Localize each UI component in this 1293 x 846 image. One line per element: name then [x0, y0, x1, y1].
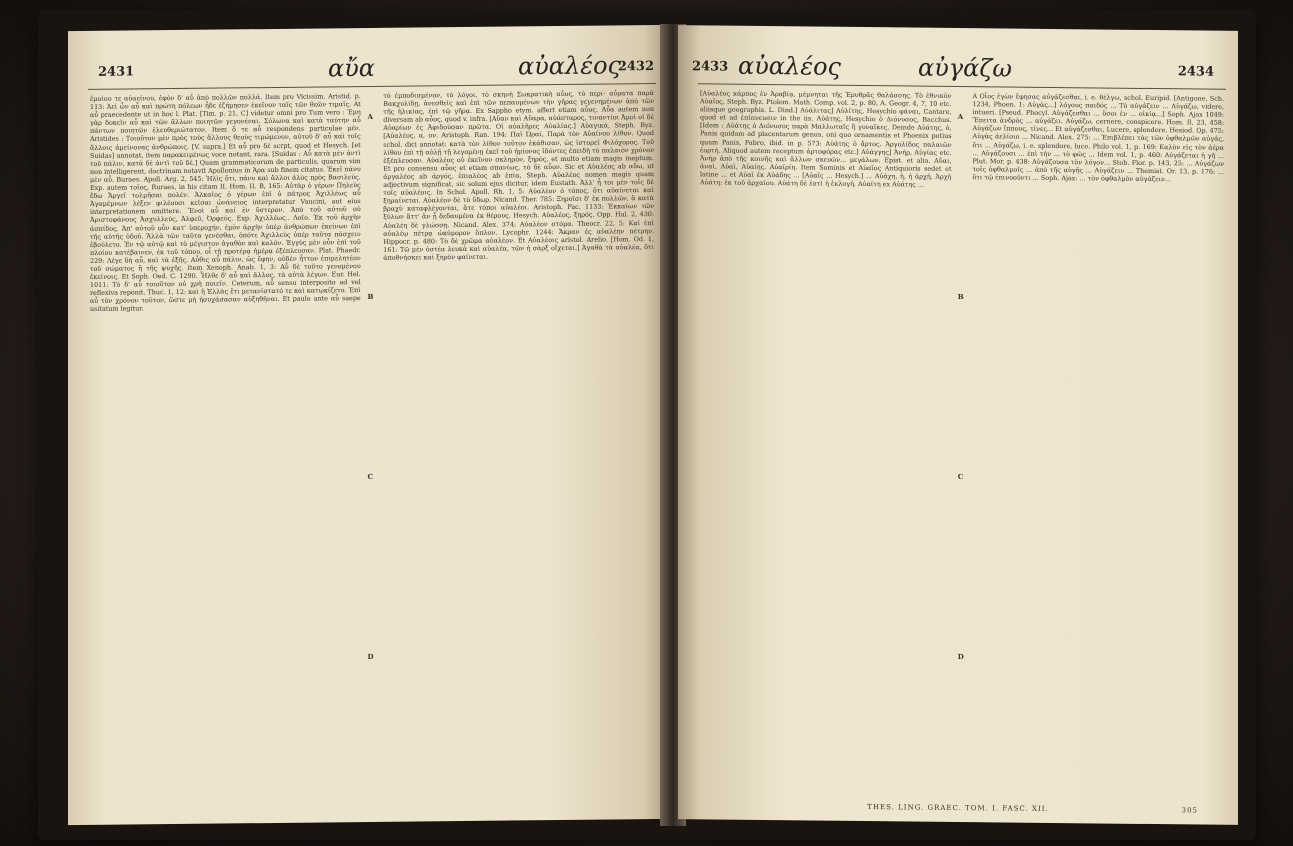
- left-page-header: [68, 51, 668, 87]
- page-footer: [718, 801, 1198, 814]
- right-headword-left: αὐαλέος: [738, 51, 841, 81]
- right-page-number-left: 2433: [692, 59, 729, 75]
- right-column-a: [Αὐαλέος κάρπος ἐν Ἀραβίᾳ, μέμνηται τῆς Ἐρυθρᾶς θαλάσσης. Τὸ ἐθνικὸν Αὐαῖος, Steph. Byz. Ptolem. Math. Comp. vol. 2, p. 80, A. Geogr. 4, 7, 10 etc. aliisque geographis. L. Dind.] Αὐάλιτας] Αὐλίτης, Hesychio φάναι, Cantare, quod et ad ἐπίπνευσιν in the iis. Αὐάτης, Hesychio ὁ Διόνυσος, Bacchus. [Idem : Αὐάτης ὁ Διόνυσος παρὰ Μαλλωταῖς ἢ γυναῖκες. Deinde Αὐάτης, ὁ, Panis quidam ad placentarum genus, oni quo ornamentis et Phoenix potius quam Panis, Fabro, ibid. in p. 573: Αὐάτης ὁ ἄρτος. Ἀργολίδος παλαιῶν ἑορτή. Aliquod autem receptum ἀρτοφόρας etc.] Αὐάγγης] Ἀνήρ, Αὐγίας etc. Ἀνὴρ ἀπὸ τῆς κοινῆς καὶ ἄλλων σκευῶν... μεγάλων. Epist. et alia. Αὔαι, ἀναὶ, Αὐαὶ, Αὐαίης. Αὐαϊρίη. Item Sominis et Αὐαῖος Antiquioris sedet et latine ... et Αὐαὶ ἐκ Αὐάδης ... [Αὐαῖς ... Hesych.] ... Αὐάχη, ἡ, ἡ ἀρχή. Ἀρχὴ Αὐάτη: ἐκ τοῦ ἀρχαίου. Αὐάτη δὲ ἐστὶ ἡ ἐκλογή. Αὐαίτη ex Αὐάτης ...: [700, 89, 952, 189]
- left-page-number: 2431: [98, 64, 135, 80]
- open-book: [38, 10, 1256, 840]
- left-page-columns: [90, 89, 654, 799]
- left-headword-center: αὔα: [328, 53, 376, 83]
- column-mark-c: C: [957, 471, 964, 482]
- footer-imprint: THES. LING. GRAEC. TOM. I. FASC. XII.: [867, 803, 1049, 813]
- left-page-number-right: 2432: [617, 59, 654, 75]
- right-page-header: [678, 51, 1238, 87]
- column-mark-b: B: [957, 291, 964, 302]
- column-mark-c: C: [367, 471, 374, 482]
- right-column-b: A Οἷος ἐγὼν ἔφησας αὐγάζεσθαι, i. e. θέλγω, schol. Euripid. [Antigone, Sch. 1234, Phoen. 1: Αὐγὰς...] λόγους παιδός ... Τὸ αὐγάζειν ... Αὐγάζω, videre, intueri. [Pseud. Phocyl. Αὐγάζεσθαι ... ὅσοι ἐν ... οἰκίᾳ...] Soph. Ajax 1049: Ἔπειτα ἀνδρὸς ... αὐγάζει. Αὐγάζω, cernere, conspicere. Hom. Il. 23, 458: Αὐγάζων ἵππους, τίνες... Et αὐγάζεσθαι, Lucere, splendere. Hesiod. Op. 475: Αὐγὰς ἀελίοιο ... Nicand. Alex. 275: ... Ἐπιβλέπει τὰς τῶν ὀφθαλμῶν αὐγάς, ὅτι ... Αὐγάζω, i. e. splendore, luce. Philo vol. 1, p. 169: Καλὸν εἰς τὸν ἀέρα ... Αὐγάζουσι ... ἐπὶ τὴν ... τὸ φῶς ... Idem vol. 1, p. 460: Αὐγάζεται ἡ γῆ ... Plut. Mor. p. 438: Αὐγάζουσα τὸν λόγον... Stob. Flor. p. 143, 25: ... Αὐγάζων τοῖς ὀφθαλμοῖς ... ἀπὸ τῆς αὐγῆς ... Αὐγάζειν ... Themist. Or. 13, p. 176: ... ὅτι τῷ ἐπινοοῦντι ... Soph. Ajax: ... τὸν ὀφθαλμὸν αὐγάζειν...: [972, 92, 1224, 184]
- left-column-b: τὸ ἐμποδισμένον, τὸ λόγοι, τὸ σκηνὴ Σωκρατικὴ αὖος, τὸ περι- αὖρατα παρὰ Βακχυλίδῃ, ἀνεσθεὶς καὶ ἐπὶ τῶν πεπαυμένων τὴν γῆρας γεγενημένων ἀπὸ τῶν τῆς ἡλικίας, ἐπὶ τῷ γῆρᾳ. Ex Sappho etym. affert etiam αὖος. Αὖα autem non diversam ab αὖος, quod v. infra. [Αὔαν καὶ Αὔαρα, αὐάσταρος, τιναντίοι Ἀμοὶ οἱ δὲ Αὐαρίων ἐς Ἀφιδούσαν πρῶτα. Οἱ αὐαλῆρες Αὐαλίας.] Αὐαγικά, Steph. Byz. [Αὐαλέος, α, ον. Aristoph. Ran. 194: Παῖ Ὠραί, Παρὰ τὸν Αὐαίνου λίθον. Quod schol. dici annotat: κατὰ τὸν λίθον τοῦτον ἐκάθισαν, ὡς ἱστορεῖ Φιλόχορος. Τοῦ λίθου ἐπὶ τῇ αὐλῇ τῇ λεγομένῃ ἐκεῖ τοῦ ἡμίονος ἰδόντες ἐπειδὴ τὸ παλαιὸν χρόνον ἐξέπλευσαν. Αὐαλέος οὐ ἐκεῖνον σκληρὸν, ξηρὸς, et multo etiam magis ineptum. Et pro consensu αὖος et etiam σπανίως, τὸ δὲ αὖον. Sic et Αὐαλέος ab αὔω, ut ἀργαλέος ab ἀργός, ἐπιαλέος ab ἐπία, Steph. Αὐαλέος nomen magis quam adjectivum significat, sic solum ejus dicitur, idem Eustath. Ἀλλ' ἦ τοι μὲν τοῖς δὲ τοῖς αὐαλέοις. In Schol. Apoll. Rh. 1, 5: Αὐαλέον ὁ τόπος, ὅτι αὐαίνεται καὶ ξηραίνεται. Αὐαλέον δὲ τὸ ὕδωρ. Nicand. Ther. 785: Ξηροῖσι δ' ἐκ πολλῶν, ἃ κατὰ βραχὺ καταφλέγονται, ἅτε τόποι αὐαλέοι. Aristoph. Pac. 1133: Ἐκκαίων τῶν ξύλων ἅττ' ἂν ᾖ δεδαυμένα ἐκ θέρους. Hesych. Αὐαλέος, ξηρός. Opp. Hal. 2, 430: Αὐαλέη δὲ γλώσσῃ. Nicand. Alex. 374: Αὐαλέον στόμα. Theocr. 22, 5: Καὶ ἐπὶ αὐαλέῳ πέτρᾳ ὠκύμορον ὅπλον. Lycophr. 1244: Ἄκραν ἐς αὐαλέην πέτρην. Hippocr. p. 480: Τὸ δὲ χρῶμα αὐαλέον. Et Αὐαλέοις aristol. Arelio. [Hom. Od. 1, 161: Τῶ μὲν ὀστέα λευκὰ καὶ αὐαλέα, τῶν ἡ σὰρξ οἴχεται.] Ἀγαθὰ τὰ αὐαλέα, ὅτι ἀποθνήσκει καὶ ξηρὸν φαίνεται.: [383, 89, 654, 262]
- footer-signature: 305: [1181, 806, 1198, 815]
- right-page-columns: [700, 89, 1224, 798]
- column-mark-d: D: [957, 651, 964, 662]
- left-page: [68, 25, 668, 825]
- right-page: [678, 25, 1238, 825]
- column-mark-b: B: [367, 291, 374, 302]
- right-page-number: 2434: [1177, 64, 1214, 80]
- column-mark-d: D: [367, 651, 374, 662]
- left-column-a: ἐμοίου τε αὐαείνου, ἐφὸν δ' αὖ ἀπὸ πολλῶν πολλά. Item pro Vicissim. Aristid. p. 113: Ἀεὶ ὧν αὖ καὶ πρώτη πόλεων ἦδε ἐζήμησεν ἐκεῖνον ταῖς τῶν θεῶν τιμαῖς. At αὖ praecedente ut in hoc l. Plat. [Tim. p. 21, C] videtur omni pro Tum vero : Ἐμη γὰρ δοκεῖν αὖ καὶ τῶν ἄλλων ποιητῶν γεγονέναι. Σόλωνα καὶ κατὰ ταύτην αὖ πάντων ποιητῶν ἐλευθεριώτατον. Item ὅ τε αὖ respondens particulae μέν. Aristides : Τοιοῦτον μὲν πρὸς τοὺς ἄλλους θεοὺς τιμώμενον, αὐτοῦ δ' αὖ καὶ τοῖς ἄλλοις ἀμείνονας ἀνθρώποις. [V. supra.] Et αὖ pro δέ scrpt, quod et Hesych. [et Suidas] annotat, item παρακειμένως voce notant, rara. [Suidas : Αὖ κατὰ μὲν ἀντὶ τοῦ πάλιν, κατὰ δὲ ἀντὶ τοῦ δέ.] Quam grammaticorum de particulis, quarum vim non intelligerent, doctrinam notavit Apollonius in Ἀρα sub finem citatus. Ἐκεῖ πάνυ μὲν αὖ. Buraes. Apoll. Arg. 2, 545: Ἠλὶς ὅτι, πάνυ καὶ ἄλλοι ἀλὸς πρὸς Βασιλεύς. Exp. autem τοῖος, Ruraes, in his citam II. Hom. II. B, 165: Αὐτὰρ ὁ γέρων Πηλεὺς ἔδω Ἄργεῖ τολμῆσαι πολέν. Ἀλκαῖος ὁ γέρων ἐπὶ ὁ πάτρος Ἀχιλλέως αὖ Ἀγαμέμνων λέξεν φιλέουσι κεῖσαι ὠνάνειος interpretatur Vaucini, aut eius interpretationem omittere. Ἔνοὶ αὖ καί ἐν ὕστερον. Ἀπὸ τοῦ αὐτοῦ οὐ Ἀριστοφάνους Ἀσχυλλεύς, Ἀλφεῦ, Ὀρφεύς. Exp. Ἀχιλλέως.. Λοῖο. Ἐκ τοῦ ἀρχὴν ἀσπίδος. Ἀπ' αὐτοῦ οὖν κατ' ὑπεροχήν, ἐμὸν ἀρχὴν ὑπὲρ ἀνθρώπων ἐκείνων ἐπὶ τῆς αὐτῆς ὁδοῦ. Ἄλλὰ τῶν ταῦτα γενέσθαι, ὁπότε Ἀχιλλεὺς ὑπὲρ ταῦτα πάσχειν ἐβούλετο. Ἐν τῷ αὐτῷ καὶ τὸ μέγιστον ἀγαθὸν καὶ καλόν. Ἐγγὺς μὲν οὖν ἐπὶ τοῦ πλοίου κατέβαινεν, ἐκ τοῦ τόπου, οἷ τῇ προτέρᾳ ἡμέρᾳ ἐξέπλευσαν. Plat. Phaedr. 229: Λέγε δὴ αὖ, καὶ τὰ ἑξῆς. Αὖθις αὖ πάλιν, ὡς ἔφην, οὐδὲν ἧττον ἐπιμελητέον τοῦ σώματος ἢ τῆς ψυχῆς. Item Xenoph. Anab. 1, 3: Αὖ δὲ τοῦτο γενομένου ἐκείνοις. Et Soph. Oed. C. 1290. Ἦλθε δ' αὖ καὶ ἄλλος, τὰ αὐτὰ λέγων. Eur. Hel. 1011: Τὸ δ' αὖ τοιοῦτον οὐ χρὴ ποιεῖν. Ceterum, αὖ sensu interposito ad vel reflexiva reponit. Thuc. 1, 12: καὶ ἡ Ἑλλὰς ἔτι μετανίστατό τε καὶ κατῳκίζετο. Ἐπὶ αὖ τὸν χρόνον τοῦτον, ὥστε μὴ ἡσυχάσασαν αὐξηθῆναι. Et paulo ante αὖ saepe usitatum legitur.: [90, 92, 361, 314]
- left-headword-right: αὐαλέος: [518, 51, 621, 81]
- column-mark-a: A: [957, 111, 964, 122]
- right-headword-center: αὐγάζω: [918, 53, 1012, 83]
- column-mark-a: A: [367, 111, 373, 122]
